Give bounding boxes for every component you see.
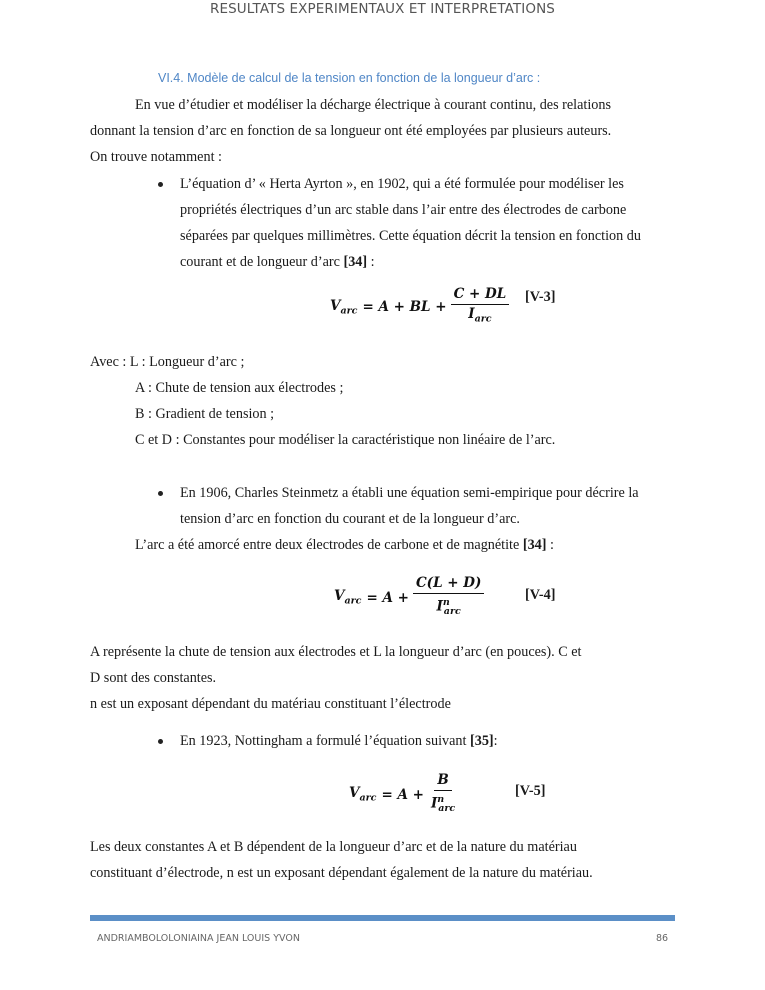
eq4-numerator: C(L + D) <box>413 575 484 594</box>
intro-line-3: On trouve notamment : <box>90 149 222 165</box>
eq3-numerator: C + DL <box>451 286 510 305</box>
equation-v3 <box>330 286 509 328</box>
eq3-fraction <box>451 286 510 328</box>
conclusion-line-1: Les deux constantes A et B dépendent de la longueur d’arc et de la nature du matériau <box>90 839 577 855</box>
eq4-rhs-prefix: = A + <box>366 589 409 606</box>
definition-l: Avec : L : Longueur d’arc ; <box>90 354 245 370</box>
equation-v5 <box>349 772 458 817</box>
reference-34: [34] <box>343 254 368 270</box>
bullet3-line <box>180 732 498 750</box>
equation-label-v4: [V-4] <box>525 587 556 603</box>
definition-cd: C et D : Constantes pour modéliser la caractéristique non linéaire de l’arc. <box>135 432 556 448</box>
eq4-denominator: $I^n_{arc}$ <box>436 597 461 618</box>
para-a-line-2: D sont des constantes. <box>90 670 217 686</box>
para-a-line-1: A représente la chute de tension aux électrodes et L la longueur d’arc (en pouces). C et <box>90 644 582 660</box>
equation-label-v5: [V-5] <box>515 783 546 799</box>
bullet1-line-3: séparées par quelques millimètres. Cette équation décrit la tension en fonction du <box>180 228 641 244</box>
arc-line <box>135 536 554 554</box>
arc-line-tail: : <box>546 537 554 553</box>
definition-b: B : Gradient de tension ; <box>135 406 275 422</box>
eq3-denominator: $I_{arc}$ <box>468 306 492 325</box>
bullet1-line-1: L’équation d’ « Herta Ayrton », en 1902, qui a été formulée pour modéliser les <box>180 176 624 192</box>
reference-35: [35] <box>470 733 494 749</box>
eq5-lhs: $V_{arc}$ <box>349 785 377 804</box>
footer-author: ANDRIAMBOLOLONIAINA JEAN LOUIS YVON <box>97 933 300 944</box>
bullet1-line-4-text: courant et de longueur d’arc <box>180 254 344 270</box>
eq3-rhs-prefix: = A + BL + <box>362 298 447 315</box>
intro-line-1: En vue d’étudier et modéliser la décharge électrique à courant continu, des relations <box>135 97 612 113</box>
bullet3-tail: : <box>493 733 498 749</box>
bullet-marker <box>158 739 163 744</box>
eq5-rhs-prefix: = A + <box>381 786 424 803</box>
intro-line-2: donnant la tension d’arc en fonction de sa longueur ont été employées par plusieurs auteurs. <box>90 123 612 139</box>
bullet2-line-1: En 1906, Charles Steinmetz a établi une équation semi-empirique pour décrire la <box>180 485 639 501</box>
equation-v4 <box>334 575 484 620</box>
bullet-marker <box>158 182 163 187</box>
eq3-lhs: $V_{arc}$ <box>330 297 358 317</box>
eq4-fraction <box>413 575 484 620</box>
bullet2-line-2: tension d’arc en fonction du courant et de la longueur d’arc. <box>180 511 520 527</box>
conclusion-line-2: constituant d’électrode, n est un exposant dépendant également de la nature du matériau. <box>90 865 593 881</box>
eq5-fraction <box>428 772 458 817</box>
eq5-numerator: B <box>434 772 451 791</box>
bullet3-text: En 1923, Nottingham a formulé l’équation suivant <box>180 733 470 749</box>
page-number: 86 <box>656 933 669 944</box>
bullet1-line-4-tail: : <box>367 254 375 270</box>
bullet1-line-2: propriétés électriques d’un arc stable dans l’air entre des électrodes de carbone <box>180 202 627 218</box>
definition-a: A : Chute de tension aux électrodes ; <box>135 380 344 396</box>
reference-34: [34] <box>522 537 547 553</box>
para-a-line-3: n est un exposant dépendant du matériau constituant l’électrode <box>90 696 451 712</box>
arc-line-text: L’arc a été amorcé entre deux électrodes de carbone et de magnétite <box>135 537 523 553</box>
eq5-denominator: $I^n_{arc}$ <box>430 794 456 815</box>
equation-label-v3: [V-3] <box>525 289 556 305</box>
section-title: VI.4. Modèle de calcul de la tension en fonction de la longueur d’arc : <box>158 71 541 85</box>
bullet1-line-4 <box>180 253 375 271</box>
bullet-marker <box>158 491 163 496</box>
running-header: RESULTATS EXPERIMENTAUX ET INTERPRETATIONS <box>210 1 555 17</box>
footer-rule <box>90 915 675 921</box>
eq4-lhs: $V_{arc}$ <box>334 588 362 607</box>
